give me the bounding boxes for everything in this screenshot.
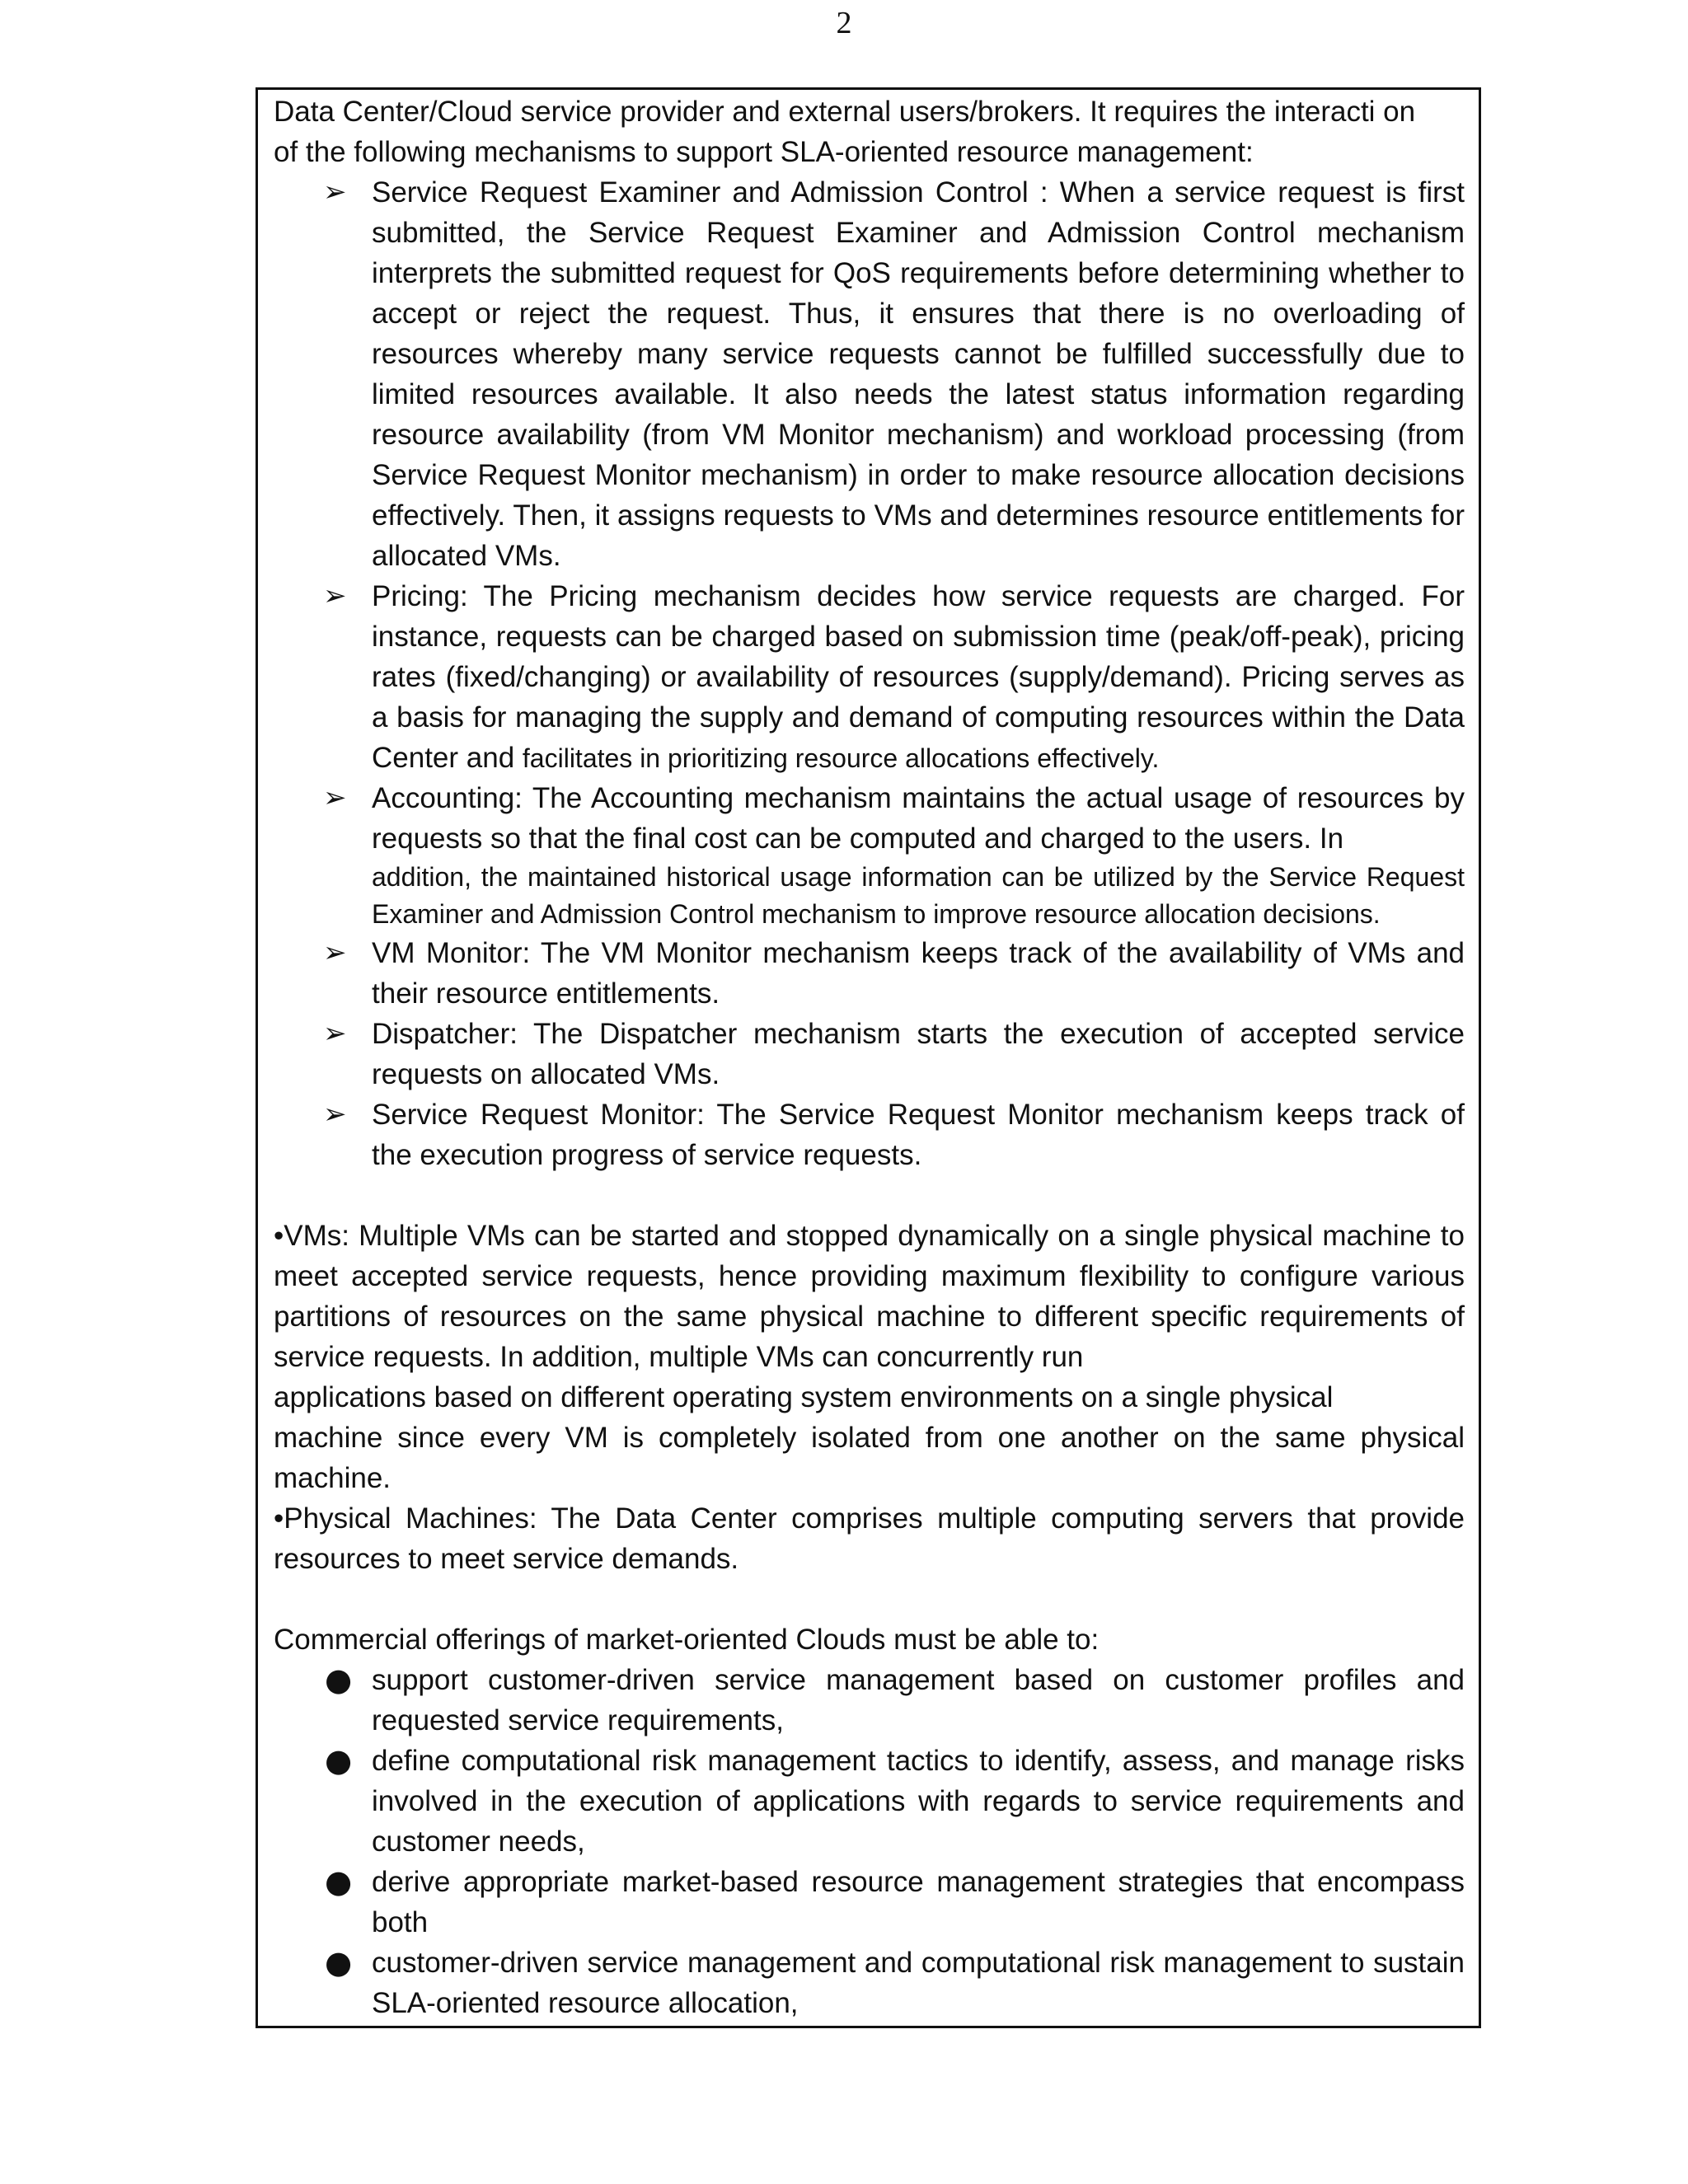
list-item: [274, 172, 1465, 576]
mechanism-dispatcher: Dispatcher: The Dispatcher mechanism starts the execution of accepted service requests on allocated VMs.: [372, 1018, 1465, 1090]
mechanism-pricing-end-b: facilitates in prioritizing resource allocations effectively.: [522, 743, 1160, 773]
physical-machines-paragraph: •Physical Machines: The Data Center comprises multiple computing servers that provide resources to meet service demands.: [274, 1502, 1465, 1575]
list-item: [274, 933, 1465, 1014]
list-item: [274, 1862, 1465, 1943]
list-item: [274, 1660, 1465, 1741]
commercial-list: [274, 1660, 1465, 2023]
mechanism-pricing-end-a: within the Data Center and: [372, 701, 1465, 774]
mechanism-accounting-a: Accounting: The Accounting mechanism maintains the actual usage of resources by requests so that the final cost can be computed and charged to the users. In: [372, 782, 1465, 855]
mechanism-service-request-monitor: Service Request Monitor: The Service Request Monitor mechanism keeps track of the execution progress of service requests.: [372, 1099, 1465, 1171]
spacer: [274, 1579, 1465, 1619]
vms-paragraph-b: applications based on different operating system environments on a single physical: [274, 1381, 1334, 1413]
arrow-bullet-icon: ➢: [323, 1098, 347, 1131]
dot-bullet-icon: ●: [325, 1661, 353, 1698]
commercial-item-3: derive appropriate market-based resource management strategies that encompass both: [372, 1866, 1465, 1938]
mechanism-pricing: Pricing: The Pricing mechanism decides how service requests are charged. For instance, requests can be charged based on submission time (peak/off-peak), pricing rates (fixed/changing) or availability of resources (supply/demand). Pricing serves as a basis for managing the supply and demand of computing resources: [372, 580, 1465, 733]
vms-paragraph-c: machine since every VM is completely isolated from one another on the same physical machine.: [274, 1422, 1465, 1494]
list-item: [274, 1741, 1465, 1862]
mechanism-accounting-b: addition, the maintained historical usage information can be utilized by the Service Request Examiner and Admission Control mechanism to improve resource allocation decisions.: [372, 862, 1465, 929]
commercial-item-1: support customer-driven service management based on customer profiles and requested service requirements,: [372, 1664, 1465, 1736]
mechanism-admission-control: Service Request Examiner and Admission Control : When a service request is first submitted, the Service Request Examiner and Admission Control mechanism interprets the submitted request for QoS requirements before determining whether to accept or reject the request. Thus, it ensures that there is no overloading of resources whereby many service requests cannot be fulfilled successfully due to limited resources available. It also needs the latest status information regarding resource availability (from VM Monitor mechanism) and workload processing (from Service Request Monitor mechanism) in order to make resource allocation decisions effectively. Then, it assigns requests to VMs and determines resource entitlements for allocated VMs.: [372, 176, 1465, 572]
list-item: [274, 778, 1465, 933]
content-body: [274, 91, 1465, 2023]
arrow-bullet-icon: ➢: [323, 579, 347, 612]
spacer: [274, 1175, 1465, 1216]
mechanism-list: [274, 172, 1465, 1175]
list-item: [274, 1094, 1465, 1175]
content-box: [256, 87, 1481, 2028]
vms-paragraph-a: •VMs: Multiple VMs can be started and stopped dynamically on a single physical machine to meet accepted service requests, hence providing maximum flexibility to configure various partitions of resources on the same physical machine to different specific requirements of service requests. In addition, multiple VMs can concurrently run: [274, 1220, 1465, 1373]
dot-bullet-icon: ●: [325, 1944, 353, 1980]
dot-bullet-icon: ●: [325, 1742, 353, 1779]
arrow-bullet-icon: ➢: [323, 936, 347, 969]
arrow-bullet-icon: ➢: [323, 1017, 347, 1050]
arrow-bullet-icon: ➢: [323, 176, 347, 209]
list-item: [274, 576, 1465, 778]
list-item: [274, 1943, 1465, 2023]
commercial-heading: Commercial offerings of market-oriented Clouds must be able to:: [274, 1624, 1100, 1656]
intro-line-2: of the following mechanisms to support SLA-oriented resource management:: [274, 136, 1254, 168]
mechanism-vm-monitor: VM Monitor: The VM Monitor mechanism keeps track of the availability of VMs and their resource entitlements.: [372, 937, 1465, 1010]
intro-line-1: Data Center/Cloud service provider and external users/brokers. It requires the interacti on: [274, 96, 1416, 128]
dot-bullet-icon: ●: [325, 1863, 353, 1900]
commercial-item-2: define computational risk management tactics to identify, assess, and manage risks involved in the execution of applications with regards to service requirements and customer needs,: [372, 1745, 1465, 1858]
arrow-bullet-icon: ➢: [323, 781, 347, 814]
commercial-item-4: customer-driven service management and computational risk management to sustain SLA-oriented resource allocation,: [372, 1947, 1465, 2019]
page-number: 2: [836, 6, 852, 40]
list-item: [274, 1014, 1465, 1094]
